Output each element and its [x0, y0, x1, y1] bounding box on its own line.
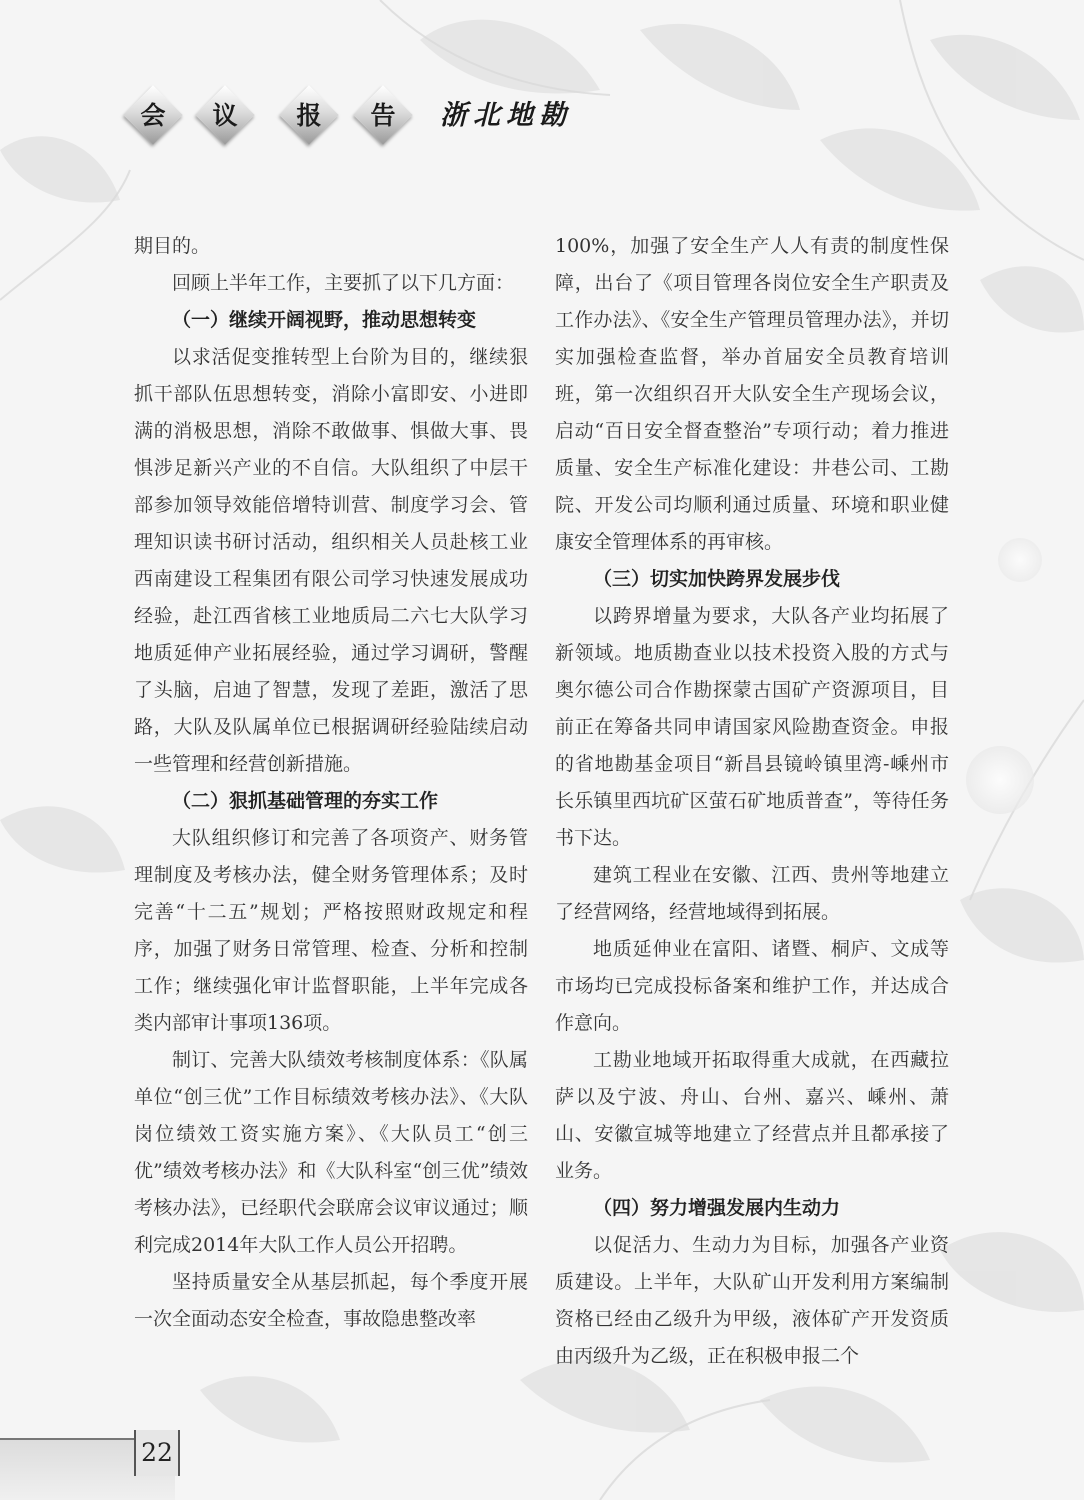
header-char: 会 [140, 101, 166, 130]
body-paragraph: 回顾上半年工作，主要抓了以下几方面： [172, 272, 515, 294]
right-text-column [555, 228, 949, 1375]
body-paragraph: 建筑工程业在安徽、江西、贵州等地建立了经营网络，经营地域得到拓展。 [555, 864, 949, 923]
body-paragraph: 制订、完善大队绩效考核制度体系：《队属单位“创三优”工作目标绩效考核办法》、《大队岗位绩效工资实施方案》、《大队员工“创三优”绩效考核办法》和《大队科室“创三优”绩效考核办法》，已经职代会联席会议审议通过；顺利完成2014年大队工作人员公开招聘。 [134, 1049, 528, 1256]
section-header [132, 86, 602, 148]
section-heading: （三）切实加快跨界发展步伐 [593, 568, 841, 590]
left-text-column [134, 228, 528, 1338]
body-paragraph: 以跨界增量为要求，大队各产业均拓展了新领域。地质勘查业以技术投资入股的方式与奥尔德公司合作勘探蒙古国矿产资源项目，目前正在筹备共同申请国家风险勘查资金。申报的省地勘基金项目“新昌县镜岭镇里湾-嵊州市长乐镇里西坑矿区萤石矿地质普查”，等待任务书下达。 [555, 605, 949, 849]
body-paragraph: 100%，加强了安全生产人人有责的制度性保障，出台了《项目管理各岗位安全生产职责及工作办法》、《安全生产管理员管理办法》，并切实加强检查监督，举办首届安全员教育培训班，第一次组织召开大队安全生产现场会议，启动“百日安全督查整治”专项行动；着力推进质量、安全生产标准化建设：井巷公司、工勘院、开发公司均顺利通过质量、环境和职业健康安全管理体系的再审核。 [555, 235, 949, 553]
publication-brand: 浙北地勘 [440, 100, 572, 131]
body-paragraph: 以求活促变推转型上台阶为目的，继续狠抓干部队伍思想转变，消除小富即安、小进即满的消极思想，消除不敢做事、惧做大事、畏惧涉足新兴产业的不自信。大队组织了中层干部参加领导效能倍增特训营、制度学习会、管理知识读书研讨活动，组织相关人员赴核工业西南建设工程集团有限公司学习快速发展成功经验，赴江西省核工业地质局二六七大队学习地质延伸产业拓展经验，通过学习调研，警醒了头脑，启迪了智慧，发现了差距，激活了思路，大队及队属单位已根据调研经验陆续启动一些管理和经营创新措施。 [134, 346, 528, 775]
header-char: 报 [296, 101, 322, 130]
body-paragraph: 坚持质量安全从基层抓起，每个季度开展一次全面动态安全检查，事故隐患整改率 [134, 1271, 528, 1330]
body-paragraph: 大队组织修订和完善了各项资产、财务管理制度及考核办法，健全财务管理体系；及时完善“十二五”规划；严格按照财政规定和程序，加强了财务日常管理、检查、分析和控制工作；继续强化审计监督职能，上半年完成各类内部审计事项136项。 [134, 827, 528, 1034]
section-heading: （二）狠抓基础管理的夯实工作 [172, 790, 439, 812]
section-heading: （一）继续开阔视野，推动思想转变 [172, 309, 477, 331]
section-heading: （四）努力增强发展内生动力 [593, 1197, 841, 1219]
page-number: 22 [134, 1430, 180, 1476]
body-paragraph: 地质延伸业在富阳、诸暨、桐庐、文成等市场均已完成投标备案和维护工作，并达成合作意向。 [555, 938, 949, 1034]
body-paragraph: 以促活力、生动力为目标，加强各产业资质建设。上半年，大队矿山开发利用方案编制资格已经由乙级升为甲级，液体矿产开发资质由丙级升为乙级，正在积极申报二个 [555, 1234, 949, 1367]
body-paragraph: 期目的。 [134, 235, 211, 257]
header-char: 议 [212, 101, 238, 130]
body-paragraph: 工勘业地域开拓取得重大成就，在西藏拉萨以及宁波、舟山、台州、嘉兴、嵊州、萧山、安徽宣城等地建立了经营点并且都承接了业务。 [555, 1049, 949, 1182]
header-char: 告 [370, 101, 396, 130]
